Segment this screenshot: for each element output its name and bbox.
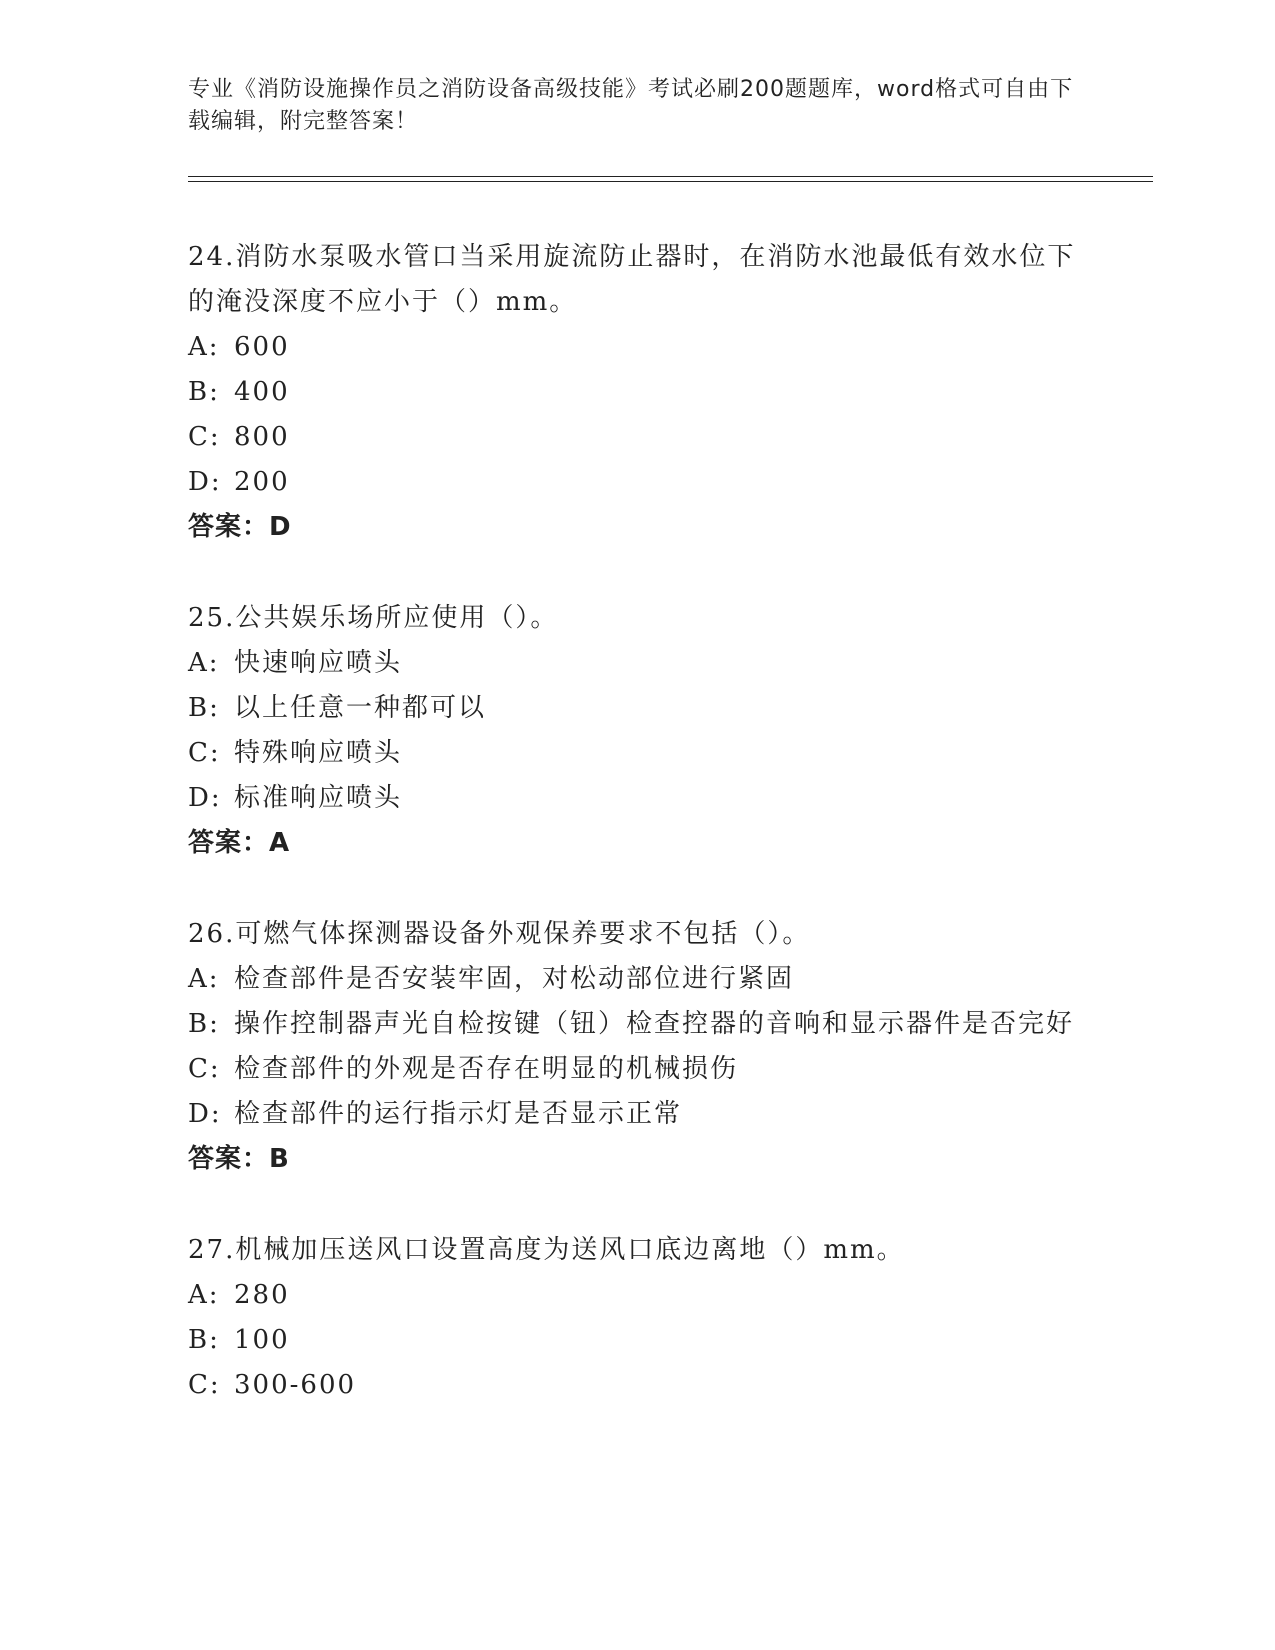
option-label: A: [188,332,220,362]
document-header: 专业《消防设施操作员之消防设备高级技能》考试必刷200题题库，word格式可自由下载编辑，附完整答案！ [188,77,1074,134]
option-text: 操作控制器声光自检按键（钮）检查控器的音响和显示器件是否完好 [234,1009,1075,1039]
option-a [188,641,1088,686]
option-label: C: [188,1370,221,1400]
option-label: D: [188,783,222,813]
answer-line: 答案：D [188,512,292,542]
option-text: 800 [234,422,290,452]
option-label: C: [188,738,221,768]
option-text: 100 [234,1325,290,1355]
option-text: 标准响应喷头 [234,783,403,813]
option-c [188,1047,1088,1092]
question-list [188,235,1088,1454]
option-d [188,1092,1088,1137]
option-label: A: [188,648,220,678]
option-label: B: [188,1325,220,1355]
option-label: B: [188,1009,220,1039]
header-divider-bottom [188,181,1153,182]
option-d [188,460,1088,505]
option-label: A: [188,964,220,994]
question-title: 26.可燃气体探测器设备外观保养要求不包括（）。 [188,919,811,949]
option-label: B: [188,377,220,407]
option-d [188,776,1088,821]
option-text: 检查部件是否安装牢固，对松动部位进行紧固 [234,964,795,994]
option-text: 以上任意一种都可以 [234,693,487,723]
option-text: 特殊响应喷头 [234,738,403,768]
option-c [188,731,1088,776]
answer-line: 答案：B [188,1144,290,1174]
option-label: A: [188,1280,220,1310]
option-text: 600 [234,332,290,362]
option-label: D: [188,1099,222,1129]
question-26 [188,912,1088,1182]
option-a [188,325,1088,370]
option-text: 检查部件的运行指示灯是否显示正常 [234,1099,683,1129]
option-b [188,370,1088,415]
answer-line: 答案：A [188,828,291,858]
question-25 [188,596,1088,866]
option-label: B: [188,693,220,723]
option-b [188,686,1088,731]
option-c [188,1363,1088,1408]
option-b [188,1002,1088,1047]
option-text: 280 [234,1280,290,1310]
option-text: 400 [234,377,290,407]
option-b [188,1318,1088,1363]
question-title: 27.机械加压送风口设置高度为送风口底边离地（）mm。 [188,1235,905,1265]
question-title: 25.公共娱乐场所应使用（）。 [188,603,559,633]
option-a [188,957,1088,1002]
option-a [188,1273,1088,1318]
question-27 [188,1228,1088,1408]
question-title: 24.消防水泵吸水管口当采用旋流防止器时，在消防水池最低有效水位下的淹没深度不应小于（）mm。 [188,242,1076,317]
option-text: 300-600 [234,1370,357,1400]
option-label: C: [188,1054,221,1084]
header-divider-top [188,176,1153,177]
question-24 [188,235,1088,550]
option-text: 检查部件的外观是否存在明显的机械损伤 [234,1054,739,1084]
option-label: C: [188,422,221,452]
option-text: 快速响应喷头 [234,648,403,678]
option-text: 200 [234,467,290,497]
option-c [188,415,1088,460]
option-label: D: [188,467,222,497]
